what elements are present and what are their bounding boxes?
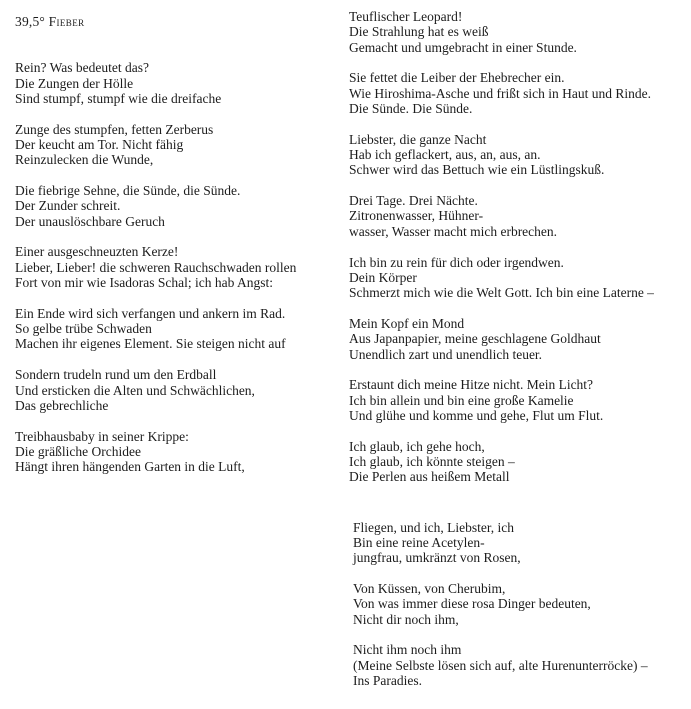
poem-line: Treibhausbaby in seiner Krippe: <box>15 428 189 444</box>
poem-line: Fliegen, und ich, Liebster, ich <box>353 519 515 535</box>
poem-line: Die Perlen aus heißem Metall <box>349 469 510 485</box>
poem-line: Teuflischer Leopard! <box>349 9 463 24</box>
stanza <box>349 377 684 423</box>
stanza <box>349 439 684 485</box>
poem-line: (Meine Selbste lösen sich auf, alte Hurenunterröcke) – <box>353 657 648 673</box>
stanza <box>15 122 340 168</box>
poem-line: Machen ihr eigenes Element. Sie steigen nicht auf <box>15 336 286 352</box>
poem-line: Liebster, die ganze Nacht <box>349 131 487 147</box>
poem-line: Ich glaub, ich gehe hoch, <box>349 438 485 454</box>
poem-line: Nicht ihm noch ihm <box>353 642 462 658</box>
poem-line: Sie fettet die Leiber der Ehebrecher ein. <box>349 70 565 86</box>
poem-line: Hab ich geflackert, aus, an, aus, an. <box>349 147 541 163</box>
stanza <box>15 429 340 475</box>
poem-line: Einer ausgeschneuzten Kerze! <box>15 244 179 260</box>
poem-line: Wie Hiroshima-Asche und frißt sich in Haut und Rinde. <box>349 85 652 101</box>
poem-line: Die gräßliche Orchidee <box>15 443 141 459</box>
poem-line: Fort von mir wie Isadoras Schal; ich hab Angst: <box>15 275 273 291</box>
poem-line: Ins Paradies. <box>353 673 422 688</box>
stanza <box>349 316 684 362</box>
stanza <box>349 132 684 178</box>
poem-line: Lieber, Lieber! die schweren Rauchschwaden rollen <box>15 259 297 275</box>
left-column <box>15 14 340 490</box>
right-column <box>349 9 684 704</box>
poem-line: Der Zunder schreit. <box>15 198 121 214</box>
poem-line: Die Sünde. Die Sünde. <box>349 100 473 116</box>
stanza <box>15 183 340 229</box>
poem-line: Aus Japanpapier, meine geschlagene Goldhaut <box>349 331 601 347</box>
poem-line: Erstaunt dich meine Hitze nicht. Mein Licht? <box>349 377 594 393</box>
poem-line: Gemacht und umgebracht in einer Stunde. <box>349 39 577 55</box>
stanza <box>353 520 684 566</box>
poem-title <box>15 14 340 29</box>
right-column-stanzas <box>349 9 684 688</box>
poem-line: Nicht dir noch ihm, <box>353 611 459 627</box>
stanza <box>353 581 684 627</box>
poem-title-word: Fieber <box>48 14 85 29</box>
stanza <box>15 244 340 290</box>
stanza <box>15 306 340 352</box>
poem-line: So gelbe trübe Schwaden <box>15 321 152 337</box>
poem-line: Sondern trudeln rund um den Erdball <box>15 367 217 383</box>
poem-line: Hängt ihren hängenden Garten in die Luft, <box>15 459 245 475</box>
poem-line: Zitronenwasser, Hühner- <box>349 208 484 224</box>
poem-line: Der keucht am Tor. Nicht fähig <box>15 136 184 152</box>
poem-line: Die Strahlung hat es weiß <box>349 24 489 40</box>
poem-line: Die fiebrige Sehne, die Sünde, die Sünde. <box>15 183 241 199</box>
poem-line: Sind stumpf, stumpf wie die dreifache <box>15 90 222 106</box>
poem-line: Unendlich zart und unendlich teuer. <box>349 346 543 362</box>
stanza <box>353 642 684 688</box>
poem-line: Zunge des stumpfen, fetten Zerberus <box>15 121 214 137</box>
poem-line: Dein Körper <box>349 269 417 285</box>
poem-line: Die Zungen der Hölle <box>15 75 134 91</box>
poem-line: Mein Kopf ein Mond <box>349 315 465 331</box>
poem-line: Schmerzt mich wie die Welt Gott. Ich bin eine Laterne – <box>349 285 654 301</box>
poem-line: jungfrau, umkränzt von Rosen, <box>353 550 521 566</box>
stanza <box>15 367 340 413</box>
poem-line: Ich glaub, ich könnte steigen – <box>349 454 515 470</box>
poem-line: Reinzulecken die Wunde, <box>15 152 154 168</box>
poem-line: Drei Tage. Drei Nächte. <box>349 193 478 209</box>
poem-line: Rein? Was bedeutet das? <box>15 60 149 76</box>
poem-line: Bin eine reine Acetylen- <box>353 534 485 550</box>
stanza <box>349 70 684 116</box>
poem-line: Ein Ende wird sich verfangen und ankern im Rad. <box>15 305 286 321</box>
stanza <box>349 9 684 55</box>
stanza <box>15 60 340 106</box>
poem-line: Und ersticken die Alten und Schwächlichen, <box>15 382 255 398</box>
poem-line: Ich bin zu rein für dich oder irgendwen. <box>349 254 564 270</box>
poem-line: Von was immer diese rosa Dinger bedeuten, <box>353 596 591 612</box>
poem-line: Und glühe und komme und gehe, Flut um Flut. <box>349 407 604 423</box>
stanza <box>349 255 684 301</box>
poem-title-prefix: 39,5° <box>15 14 49 29</box>
poem-line: Ich bin allein und bin eine große Kamelie <box>349 392 574 408</box>
poem-line: wasser, Wasser macht mich erbrechen. <box>349 223 558 239</box>
stanza <box>349 193 684 239</box>
poem-line: Der unauslöschbare Geruch <box>15 213 165 229</box>
poem-line: Schwer wird das Bettuch wie ein Lüstlingskuß. <box>349 162 605 178</box>
left-column-stanzas <box>15 60 340 474</box>
poem-line: Von Küssen, von Cherubim, <box>353 581 506 597</box>
poem-line: Das gebrechliche <box>15 397 109 413</box>
